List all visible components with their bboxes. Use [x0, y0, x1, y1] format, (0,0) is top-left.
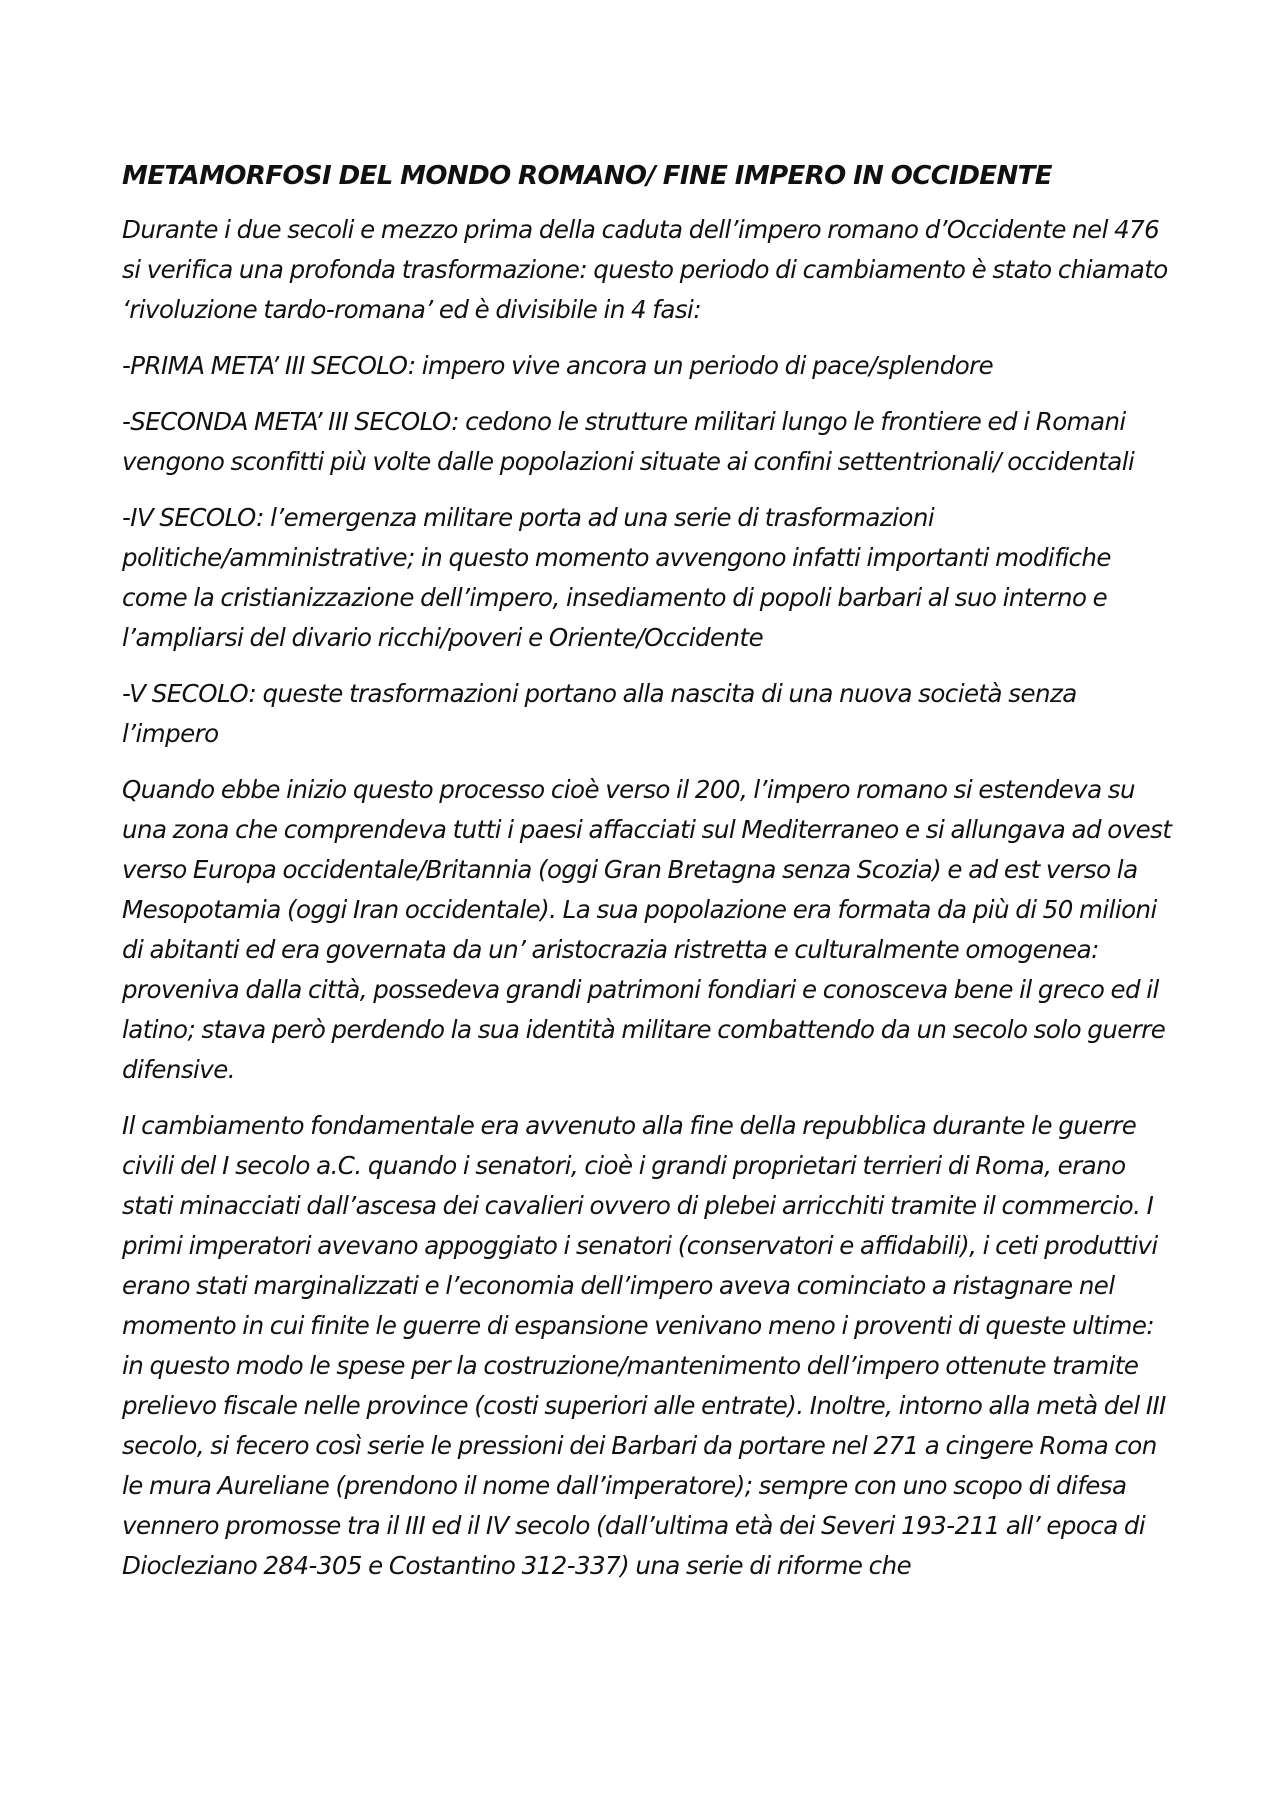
- document-title: METAMORFOSI DEL MONDO ROMANO/ FINE IMPERO IN OCCIDENTE: [122, 161, 1052, 191]
- paragraph-empire-extent: Quando ebbe inizio questo processo cioè verso il 200, l’impero romano si estendeva su una zona che comprendeva tutti i paesi affacciati sul Mediterraneo e si allungava ad ovest verso Europa occidentale/Britannia (oggi Gran Bretagna senza Scozia) e ad est verso la Mesopotamia (oggi Iran occidentale). La sua popolazione era formata da più di 50 milioni di abitanti ed era governata da un’ aristocrazia ristretta e culturalmente omogenea: proveniva dalla città, possedeva grandi patrimoni fondiari e conosceva bene il greco ed il latino; stava però perdendo la sua identità militare combattendo da un secolo solo guerre difensive.: [122, 775, 1172, 1084]
- paragraph-phase-1: -PRIMA META’ III SECOLO: impero vive ancora un periodo di pace/splendore: [122, 351, 994, 380]
- paragraph-phase-2: -SECONDA META’ III SECOLO: cedono le strutture militari lungo le frontiere ed i Romani vengono sconfitti più volte dalle popolazioni situate ai confini settentrionali/ occidentali: [122, 407, 1135, 476]
- document-body: [122, 158, 1172, 1602]
- paragraph-phase-3: -IV SECOLO: l’emergenza militare porta ad una serie di trasformazioni politiche/amministrative; in questo momento avvengono infatti importanti modifiche come la cristianizzazione dell’impero, insediamento di popoli barbari al suo interno e l’ampliarsi del divario ricchi/poveri e Oriente/Occidente: [122, 503, 1111, 652]
- paragraph-phase-4: -V SECOLO: queste trasformazioni portano alla nascita di una nuova società senza l’impero: [122, 679, 1077, 748]
- paragraph-fundamental-change: Il cambiamento fondamentale era avvenuto alla fine della repubblica durante le guerre civili del I secolo a.C. quando i senatori, cioè i grandi proprietari terrieri di Roma, erano stati minacciati dall’ascesa dei cavalieri ovvero di plebei arricchiti tramite il commercio. I primi imperatori avevano appoggiato i senatori (conservatori e affidabili), i ceti produttivi erano stati marginalizzati e l’economia dell’impero aveva cominciato a ristagnare nel momento in cui finite le guerre di espansione venivano meno i proventi di queste ultime: in questo modo le spese per la costruzione/mantenimento dell’impero ottenute tramite prelievo fiscale nelle province (costi superiori alle entrate). Inoltre, intorno alla metà del III secolo, si fecero così serie le pressioni dei Barbari da portare nel 271 a cingere Roma con le mura Aureliane (prendono il nome dall’imperatore); sempre con uno scopo di difesa vennero promosse tra il III ed il IV secolo (dall’ultima età dei Severi 193-211 all’ epoca di Diocleziano 284-305 e Costantino 312-337) una serie di riforme che: [122, 1111, 1166, 1580]
- paragraph-intro: Durante i due secoli e mezzo prima della caduta dell’impero romano d’Occidente nel 476 si verifica una profonda trasformazione: questo periodo di cambiamento è stato chiamato ‘rivoluzione tardo-romana’ ed è divisibile in 4 fasi:: [122, 215, 1168, 324]
